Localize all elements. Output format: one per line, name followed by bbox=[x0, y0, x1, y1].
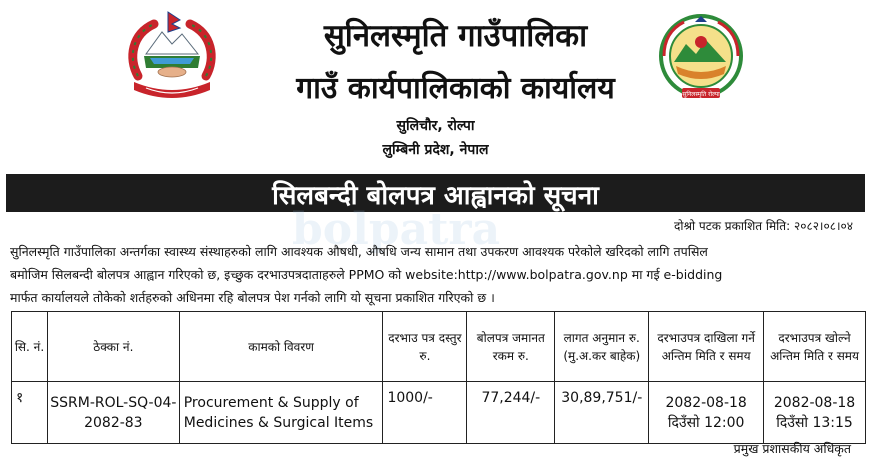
submission-time: दिउँसो 12:00 bbox=[667, 414, 745, 431]
opening-date: 2082-08-18 bbox=[773, 394, 856, 411]
col-header-submission: दरभाउपत्र दाखिला गर्ने अन्तिम मिति र समय bbox=[649, 312, 764, 382]
cell-contract-no: SSRM-ROL-SQ-04-2082-83 bbox=[47, 382, 179, 444]
office-name: गाउँ कार्यपालिकाको कार्यालय bbox=[296, 71, 615, 106]
col-header-contract-no: ठेक्का नं. bbox=[47, 312, 179, 382]
cell-cost-estimate: 30,89,751/- bbox=[555, 382, 649, 444]
table-row bbox=[12, 382, 866, 444]
watermark: bolpatra bbox=[292, 204, 501, 255]
col-header-sn: सि. नं. bbox=[12, 312, 48, 382]
cell-sn: १ bbox=[12, 382, 48, 444]
cell-bid-security: 77,244/- bbox=[467, 382, 555, 444]
municipality-name: सुनिलस्मृति गाउँपालिका bbox=[323, 18, 588, 54]
signatory-title: प्रमुख प्रशासकीय अधिकृत bbox=[733, 441, 851, 456]
body-line-1: सुनिलस्मृति गाउँपालिका अन्तर्गका स्वास्थ्य संस्थाहरुको लागि आवश्यक औषधी, औषधि जन्य सामान तथा उपकरण आवश्यक परेकोले खरिदको लागि तपसिल bbox=[10, 244, 708, 259]
body-line-2: बमोजिम सिलबन्दी बोलपत्र आह्वान गरिएको छ, इच्छुक दरभाउपत्रदाताहरुले PPMO को website:http://www.bolpatra.gov.np मा गई e-bidding bbox=[10, 267, 723, 282]
opening-time: दिउँसो 13:15 bbox=[776, 414, 853, 431]
cell-submission bbox=[649, 382, 764, 444]
notice-body bbox=[10, 240, 860, 309]
col-header-description: कामको विवरण bbox=[179, 312, 383, 382]
body-line-3: मार्फत कार्यालयले तोकेको शर्तहरुको अधिनमा रहि बोलपत्र पेश गर्नको लागि यो सूचना प्रकाशित गरिएको छ । bbox=[10, 290, 495, 305]
col-header-opening: दरभाउपत्र खोल्ने अन्तिम मिति र समय bbox=[764, 312, 866, 382]
col-header-bid-security: बोलपत्र जमानत रकम रु. bbox=[467, 312, 555, 382]
tender-table bbox=[11, 311, 866, 444]
cell-opening bbox=[764, 382, 866, 444]
col-header-cost-estimate: लागत अनुमान रु. (मु.अ.कर बाहेक) bbox=[555, 312, 649, 382]
table-header-row bbox=[12, 312, 866, 382]
address-line-1: सुलिचौर, रोल्पा bbox=[396, 118, 475, 134]
cell-description: Procurement & Supply of Medicines & Surgical Items bbox=[179, 382, 383, 444]
seal-caption: सुनिलस्मृति रोल्पा bbox=[682, 91, 720, 98]
col-header-fee: दरभाउ पत्र दस्तुर रु. bbox=[383, 312, 467, 382]
notice-title: सिलबन्दी बोलपत्र आह्वानको सूचना bbox=[272, 181, 599, 211]
address-line-2: लुम्बिनी प्रदेश, नेपाल bbox=[382, 142, 489, 158]
cell-fee: 1000/- bbox=[383, 382, 467, 444]
republish-date: दोश्रो पटक प्रकाशित मिति: २०८२।०८।०४ bbox=[674, 219, 853, 233]
submission-date: 2082-08-18 bbox=[665, 394, 747, 411]
